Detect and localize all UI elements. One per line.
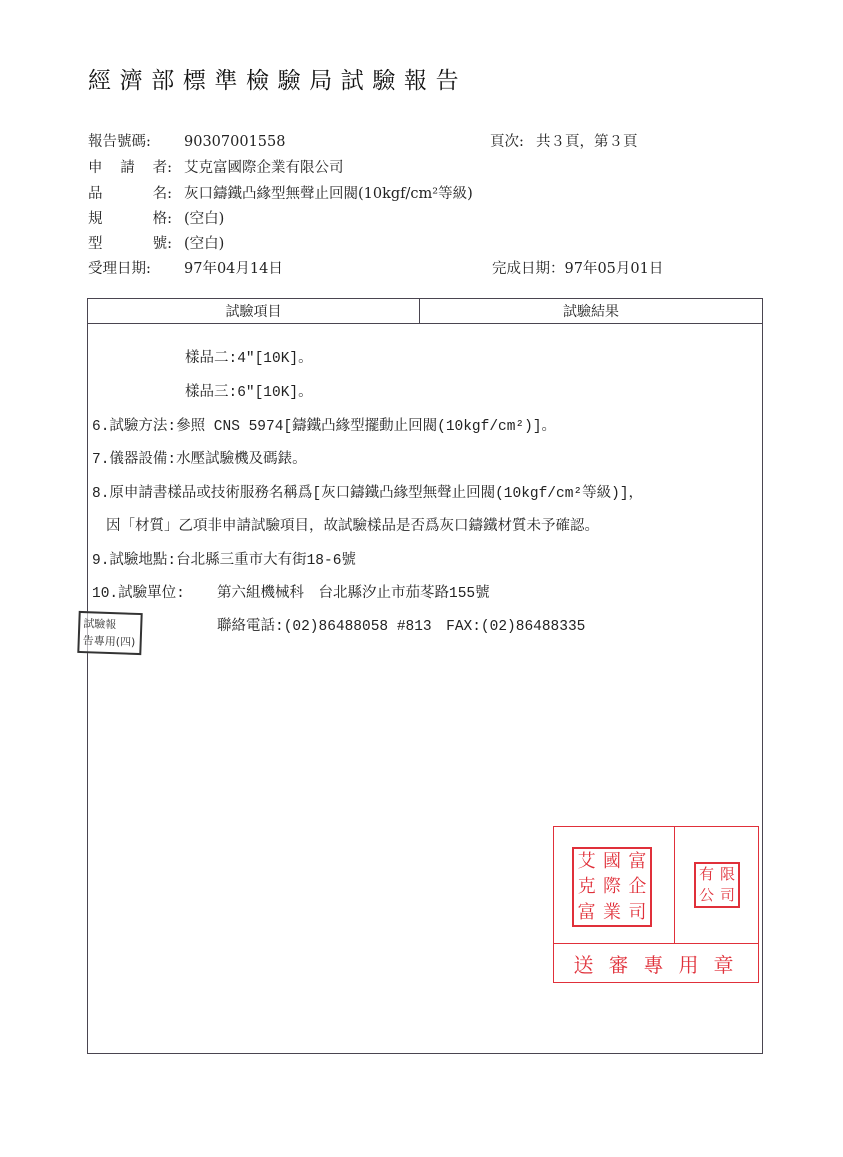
report-number-label: 報告號碼: bbox=[88, 134, 151, 150]
applicant-label: 申 請 者: bbox=[88, 160, 172, 176]
contact-line: 聯絡電話:(02)86488058 #813 FAX:(02)86488335 bbox=[217, 619, 586, 635]
spec-row bbox=[88, 207, 224, 228]
product-label: 品 名: bbox=[88, 186, 172, 202]
seal-divider-vertical bbox=[674, 827, 675, 943]
sample-2-line: 樣品二:4"[10K]。 bbox=[185, 351, 313, 367]
inspection-stamp: 試驗報 告專用(四) bbox=[77, 611, 142, 655]
received-date-row bbox=[88, 257, 283, 278]
sample-3-line: 樣品三:6"[10K]。 bbox=[185, 385, 313, 401]
model-row bbox=[88, 232, 224, 253]
received-date-value: 97年04月14日 bbox=[184, 261, 283, 277]
table-header bbox=[88, 299, 762, 324]
completed-date-value: 97年05月01日 bbox=[564, 261, 664, 277]
page-value: 共３頁，第３頁 bbox=[536, 134, 638, 150]
test-unit-label: 10.試驗單位: bbox=[92, 586, 185, 602]
applicant-row bbox=[88, 156, 344, 177]
applicant-value: 艾克富國際企業有限公司 bbox=[184, 160, 344, 176]
report-number-row bbox=[88, 130, 285, 151]
completed-date-label: 完成日期： bbox=[492, 261, 565, 277]
representative-seal: 有 限 公 司 bbox=[694, 862, 740, 908]
product-row bbox=[88, 182, 473, 203]
completed-date-row bbox=[492, 257, 663, 278]
test-unit-value: 第六組機械科 台北縣汐止市茄苳路155號 bbox=[217, 586, 490, 602]
company-seal: 艾 國 富 克 際 企 富 業 司 bbox=[572, 847, 652, 927]
model-label: 型 號: bbox=[88, 236, 172, 252]
page-info bbox=[490, 130, 638, 151]
spec-label: 規 格: bbox=[88, 211, 172, 227]
note-line-2: 因「材質」乙項非申請試驗項目，故試驗樣品是否爲灰口鑄鐵材質未予確認。 bbox=[106, 519, 599, 535]
seal-label: 送審專用章 bbox=[573, 952, 749, 977]
product-value: 灰口鑄鐵凸緣型無聲止回閥(10kgf/cm²等級) bbox=[184, 186, 473, 202]
spec-value: (空白) bbox=[184, 211, 225, 227]
equipment-line: 7.儀器設備:水壓試驗機及碼錶。 bbox=[92, 452, 307, 468]
report-number-value: 90307001558 bbox=[184, 134, 286, 150]
column-header-test-result: 試驗結果 bbox=[563, 304, 619, 320]
report-title: 經濟部標準檢驗局試驗報告 bbox=[88, 68, 468, 94]
model-value: (空白) bbox=[184, 236, 225, 252]
column-header-test-item: 試驗項目 bbox=[88, 299, 420, 323]
note-line-1: 8.原申請書樣品或技術服務名稱爲[灰口鑄鐵凸緣型無聲止回閥(10kgf/cm²等級)]， bbox=[92, 486, 644, 502]
test-method-line: 6.試驗方法:參照 CNS 5974[鑄鐵凸緣型擺動止回閥(10kgf/cm²)]。 bbox=[92, 419, 557, 435]
page-label: 頁次: bbox=[490, 134, 524, 150]
test-location-line: 9.試驗地點:台北縣三重市大有街18-6號 bbox=[92, 553, 356, 569]
received-date-label: 受理日期: bbox=[88, 261, 151, 277]
submission-seal-box bbox=[553, 826, 759, 983]
